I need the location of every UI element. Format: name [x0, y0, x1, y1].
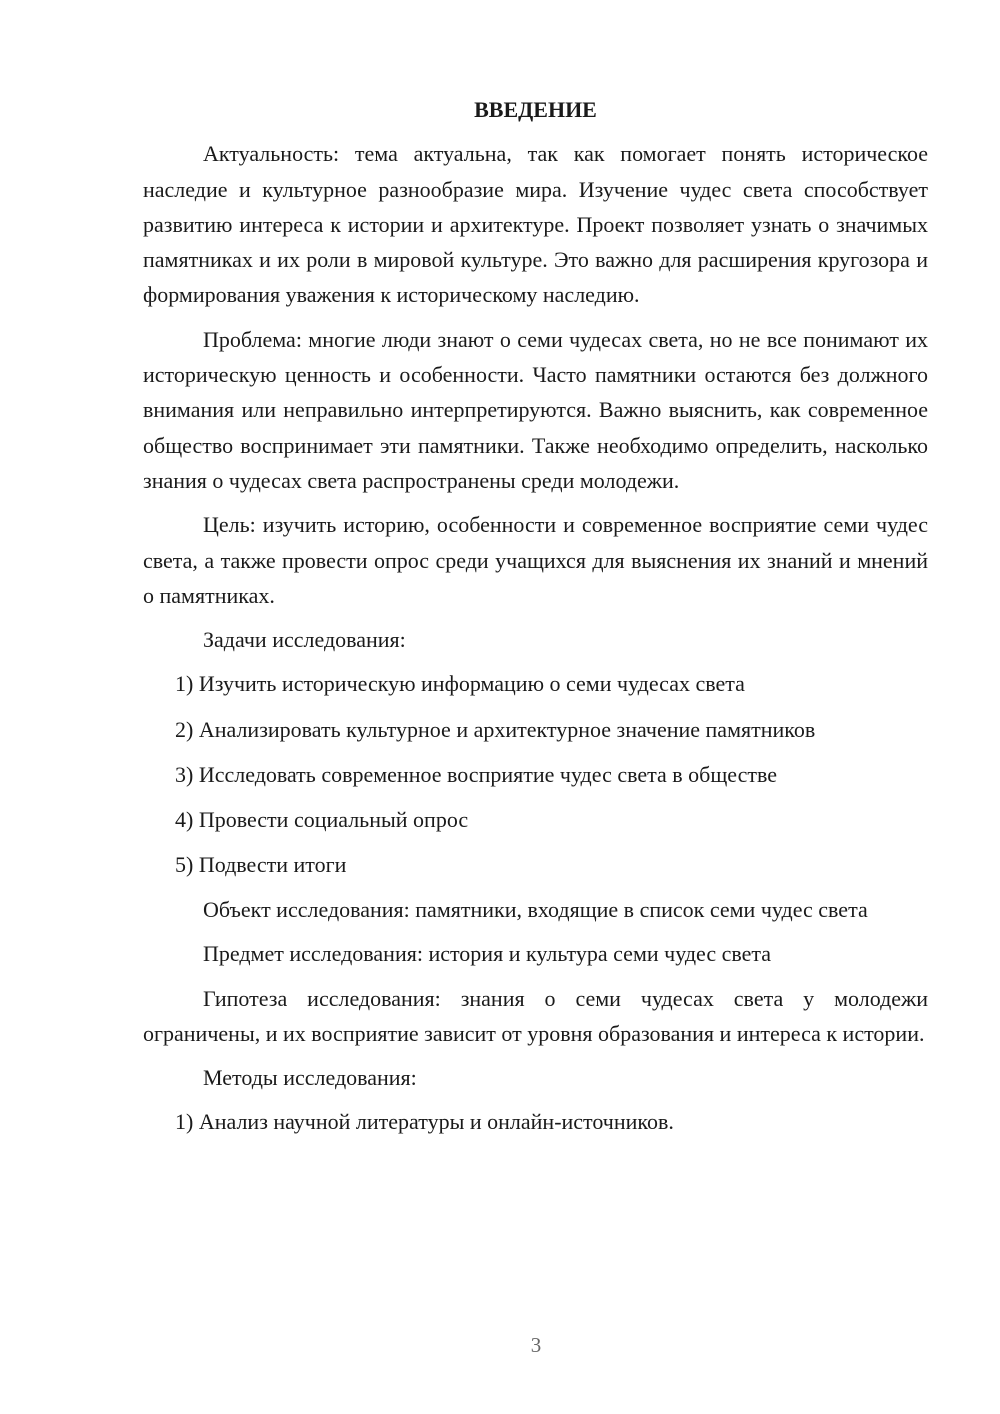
- goal-paragraph: Цель: изучить историю, особенности и современное восприятие семи чудес света, а также провести опрос среди учащихся для выяснения их знаний и мнений о памятниках.: [143, 512, 928, 608]
- list-item: 1) Анализ научной литературы и онлайн-источников.: [175, 1109, 674, 1135]
- methods-list: [143, 1104, 928, 1139]
- list-item: 3) Исследовать современное восприятие чудес света в обществе: [175, 761, 778, 787]
- relevance-paragraph: Актуальность: тема актуальна, так как помогает понять историческое наследие и культурное разнообразие мира. Изучение чудес света способствует развитию интереса к истории и архитектуре. Проект позволяет узнать о значимых памятниках и их роли в мировой культуре. Это важно для расширения кругозора и формирования уважения к историческому наследию.: [143, 141, 928, 308]
- methods-heading: Методы исследования:: [203, 1065, 417, 1091]
- list-item: 2) Анализировать культурное и архитектурное значение памятников: [175, 716, 816, 742]
- page-number: 3: [530, 1333, 542, 1357]
- list-item: 4) Провести социальный опрос: [175, 806, 469, 832]
- list-item: 5) Подвести итоги: [175, 851, 347, 877]
- problem-paragraph: Проблема: многие люди знают о семи чудесах света, но не все понимают их историческую ценность и особенности. Часто памятники остаются без должного внимания или неправильно интерпретируются. Важно выяснить, как современное общество воспринимает эти памятники. Также необходимо определить, насколько знания о чудесах света распространены среди молодежи.: [143, 326, 928, 493]
- hypothesis-paragraph: Гипотеза исследования: знания о семи чудесах света у молодежи ограничены, и их восприятие зависит от уровня образования и интереса к истории.: [143, 985, 928, 1046]
- document-page: [143, 92, 928, 1150]
- page-title: ВВЕДЕНИЕ: [474, 97, 597, 122]
- tasks-heading: Задачи исследования:: [203, 627, 406, 653]
- subject-paragraph: Предмет исследования: история и культура семи чудес света: [203, 941, 772, 967]
- tasks-list: [143, 666, 928, 882]
- list-item: 1) Изучить историческую информацию о семи чудесах света: [175, 671, 745, 697]
- object-paragraph: Объект исследования: памятники, входящие в список семи чудес света: [203, 896, 868, 922]
